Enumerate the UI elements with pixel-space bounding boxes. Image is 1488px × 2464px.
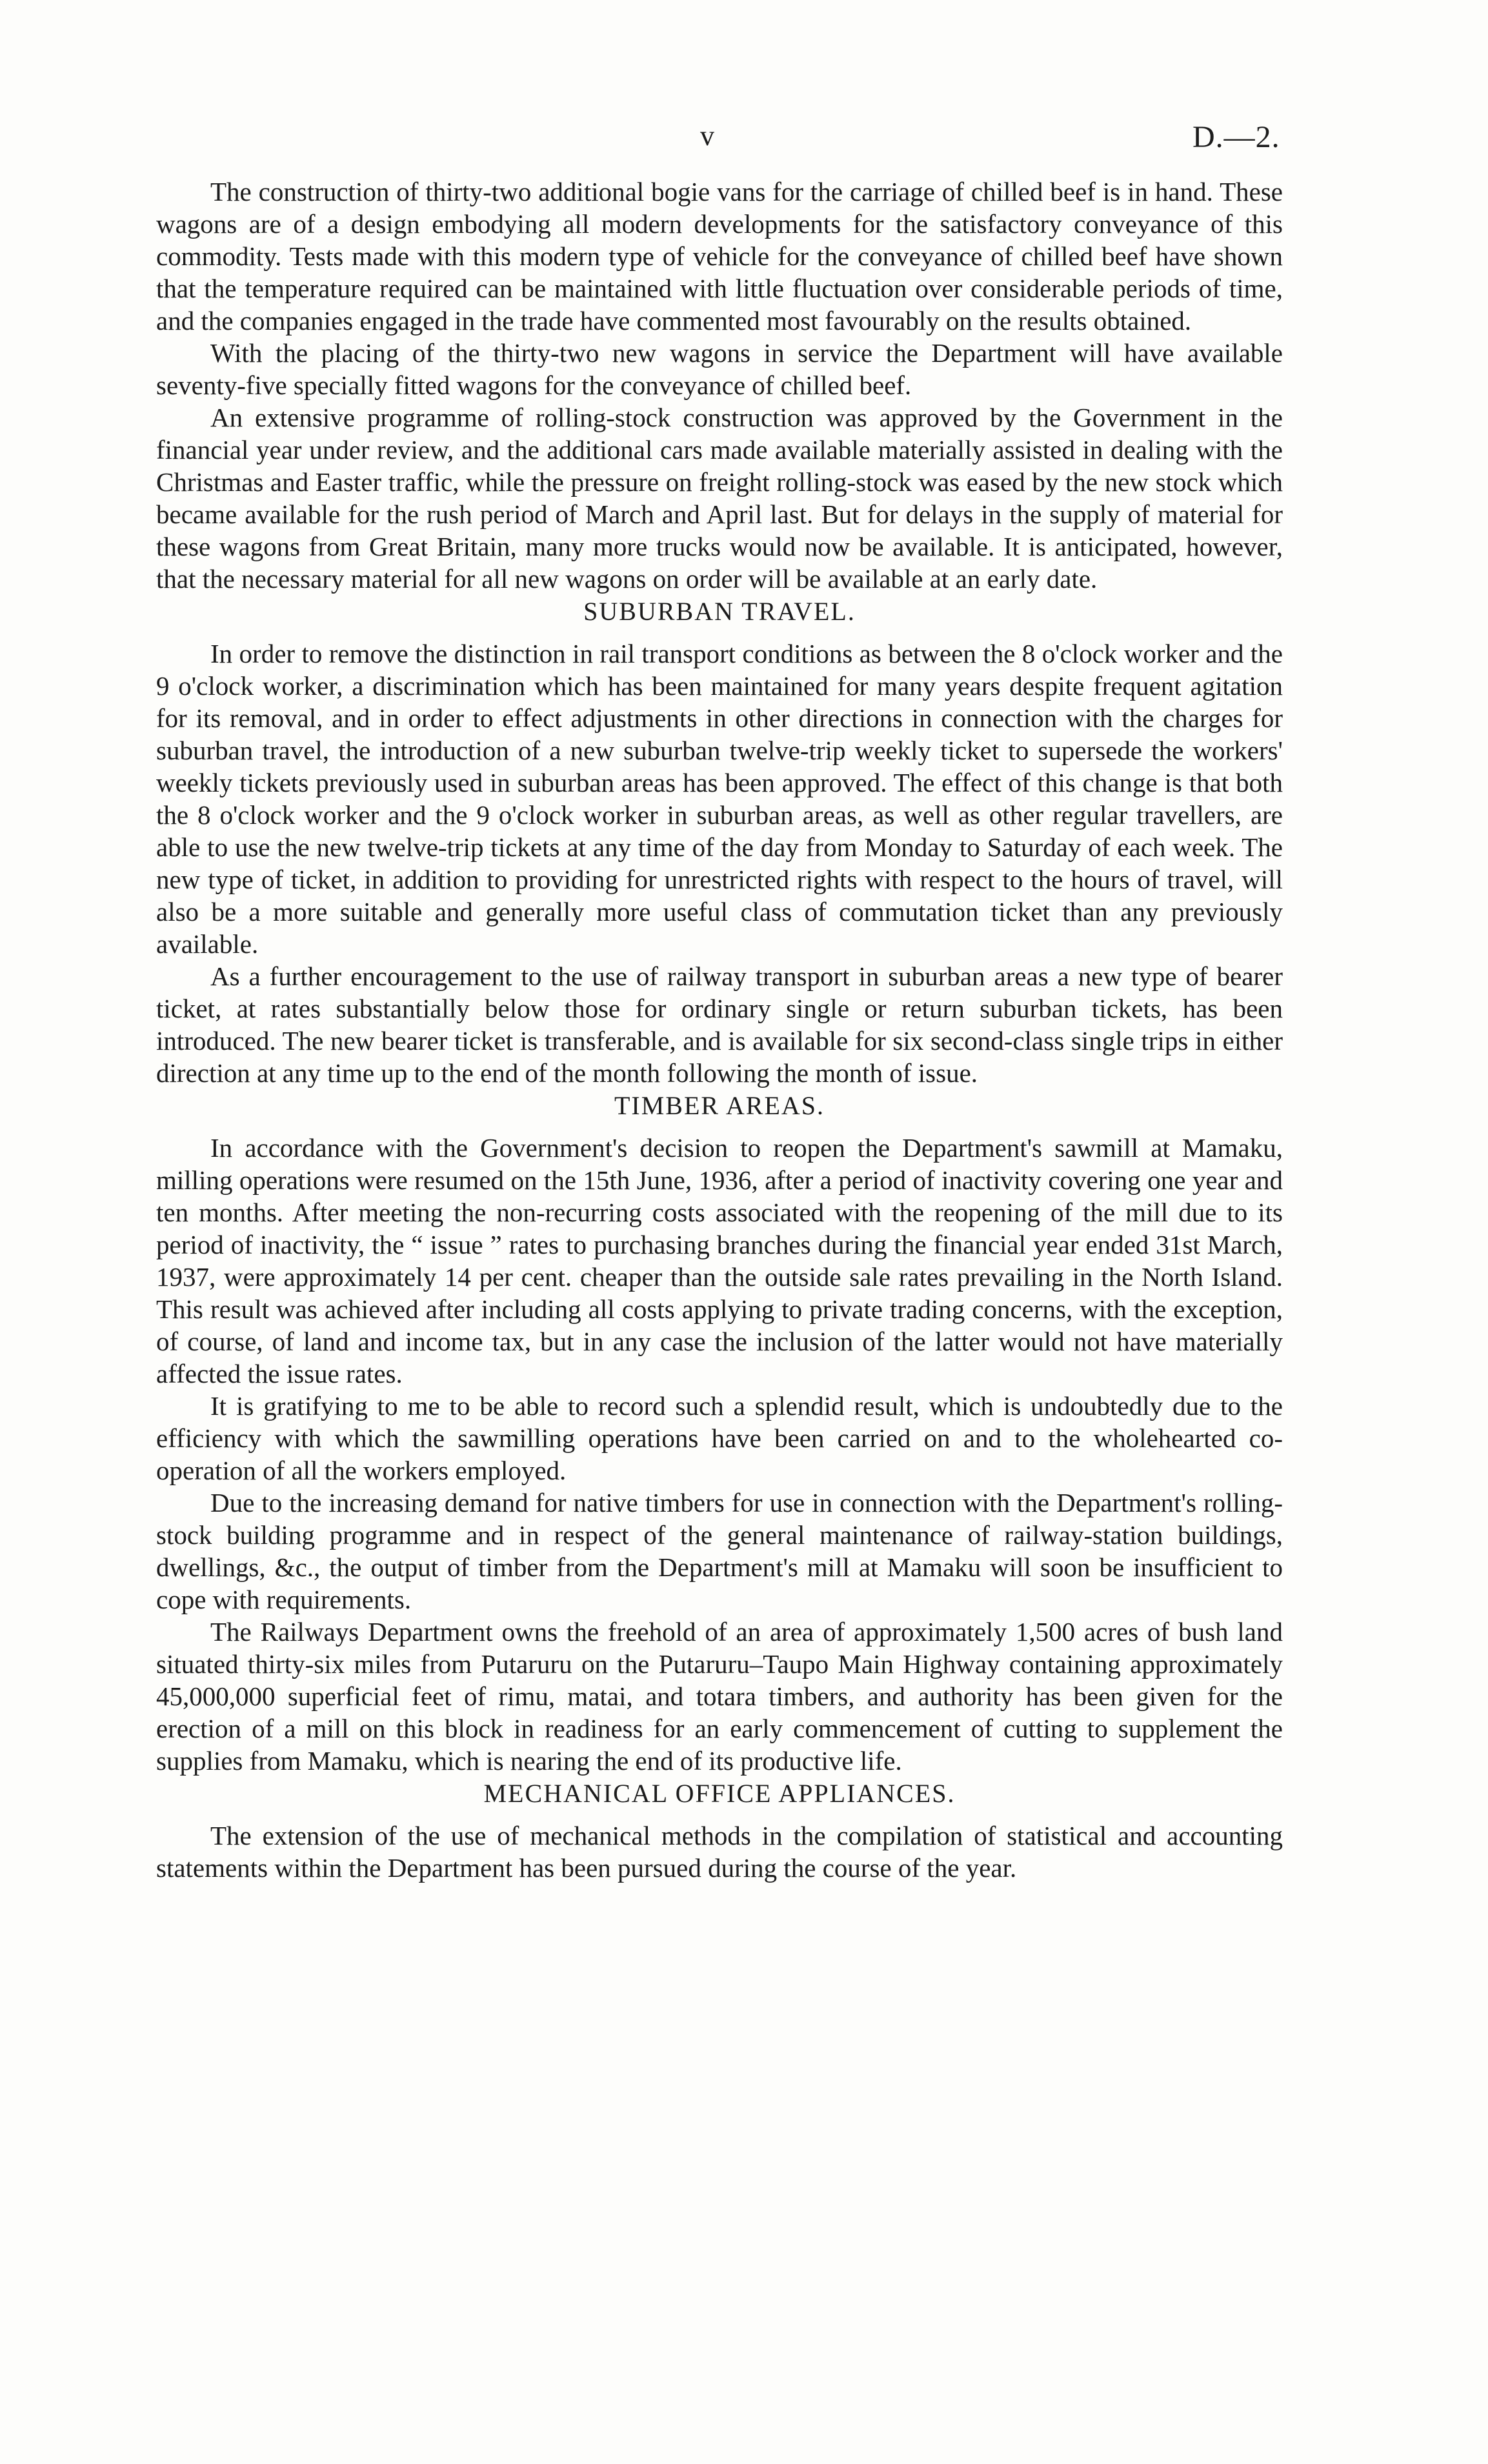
paragraph: Due to the increasing demand for native timbers for use in connection with the Department's rolling-stock building programme and in respect of the general maintenance of railway-station buildings, dwellings, &c., the output of timber from the Department's mill at Mamaku will soon be insufficient to cope with requirements. [156,1488,1283,1614]
paragraph: In accordance with the Government's decision to reopen the Department's sawmill at Mamaku, milling operations were resumed on the 15th June, 1936, after a period of inactivity covering one year and ten months. After meeting the non-recurring costs associated with the reopening of the mill due to its period of inactivity, the “ issue ” rates to purchasing branches during the financial year ended 31st March, 1937, were approximately 14 per cent. cheaper than the outside sale rates prevailing in the North Island. This result was achieved after including all costs applying to private trading concerns, with the exception, of course, of land and income tax, but in any case the inclusion of the latter would not have materially affected the issue rates. [156,1133,1283,1388]
paragraph: The Railways Department owns the freehold of an area of approximately 1,500 acres of bush land situated thirty-six miles from Putaruru on the Putaruru–Taupo Main Highway containing approximately 45,000,000 superficial feet of rimu, matai, and totara timbers, and authority has been given for the erection of a mill on this block in readiness for an early commencement of cutting to supplement the supplies from Mamaku, which is nearing the end of its productive life. [156,1617,1283,1776]
paragraph: With the placing of the thirty-two new wagons in service the Department will have available seventy-five specially fitted wagons for the conveyance of chilled beef. [156,338,1283,400]
section-timber-areas [156,1089,1283,1777]
paragraph: An extensive programme of rolling-stock construction was approved by the Government in the financial year under review, and the additional cars made available materially assisted in dealing with the Christmas and Easter traffic, while the pressure on freight rolling-stock was eased by the new stock which became available for the rush period of March and April last. But for delays in the supply of material for these wagons from Great Britain, many more trucks would now be available. It is anticipated, however, that the necessary material for all new wagons on order will be available at an early date. [156,403,1283,594]
paragraph: In order to remove the distinction in rail transport conditions as between the 8 o'clock worker and the 9 o'clock worker, a discrimination which has been maintained for many years despite frequent agitation for its removal, and in order to effect adjustments in other directions in connection with the charges for suburban travel, the introduction of a new suburban twelve-trip weekly ticket to supersede the workers' weekly tickets previously used in suburban areas has been approved. The effect of this change is that both the 8 o'clock worker and the 9 o'clock worker in suburban areas, as well as other regular travellers, are able to use the new twelve-trip tickets at any time of the day from Monday to Saturday of each week. The new type of ticket, in addition to providing for unrestricted rights with respect to the hours of travel, will also be a more suitable and generally more useful class of commutation ticket than any previously available. [156,639,1283,959]
page-number: v [700,120,714,152]
document-body [156,175,1283,1884]
page-header [0,119,1488,165]
section-suburban-travel [156,595,1283,1089]
document-reference: D.—2. [1192,120,1280,154]
section-heading: SUBURBAN TRAVEL. [583,597,856,626]
section-heading: TIMBER AREAS. [614,1091,825,1120]
paragraph: The construction of thirty-two additional bogie vans for the carriage of chilled beef is in hand. These wagons are of a design embodying all modern developments for the satisfactory conveyance of this commodity. Tests made with this modern type of vehicle for the conveyance of chilled beef have shown that the temperature required can be maintained with little fluctuation over considerable periods of time, and the companies engaged in the trade have commented most favourably on the results obtained. [156,177,1283,336]
section-intro [156,175,1283,595]
paragraph: It is gratifying to me to be able to record such a splendid result, which is undoubtedly due to the efficiency with which the sawmilling operations have been carried on and to the wholehearted co-operation of all the workers employed. [156,1391,1283,1485]
paragraph: As a further encouragement to the use of railway transport in suburban areas a new type of bearer ticket, at rates substantially below those for ordinary single or return suburban tickets, has been introduced. The new bearer ticket is transferable, and is available for six second-class single trips in either direction at any time up to the end of the month following the month of issue. [156,961,1283,1088]
paragraph: The extension of the use of mechanical methods in the compilation of statistical and accounting statements within the Department has been pursued during the course of the year. [156,1821,1283,1883]
section-mechanical-office-appliances [156,1777,1283,1884]
section-heading: MECHANICAL OFFICE APPLIANCES. [483,1779,956,1808]
